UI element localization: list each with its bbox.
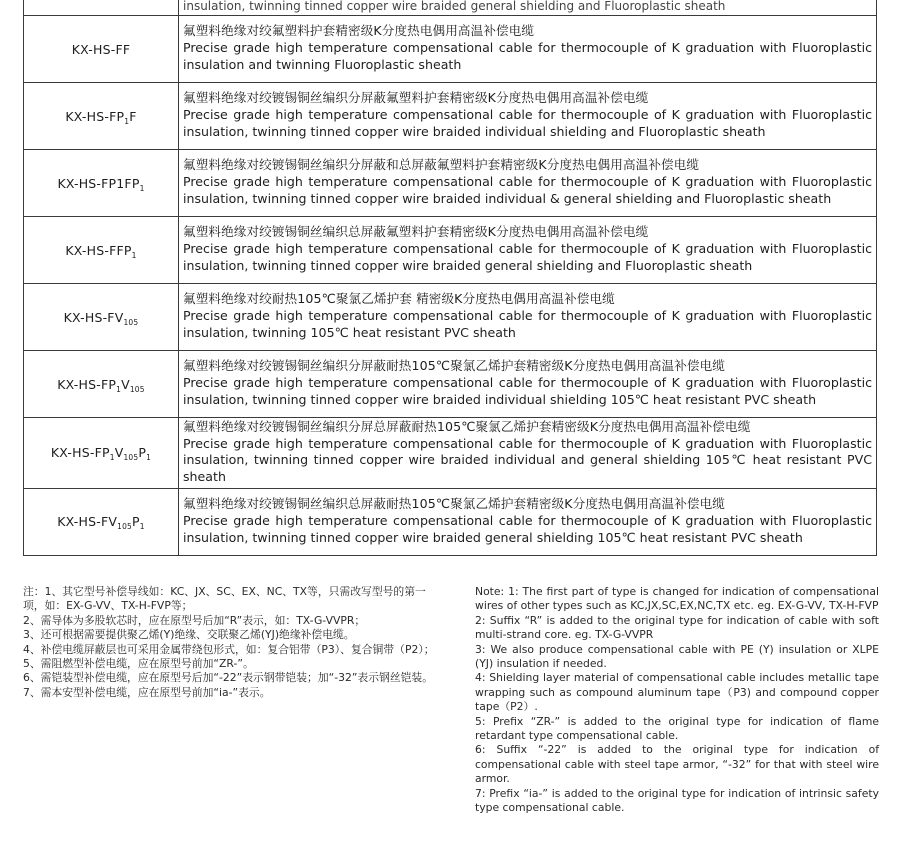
note-en: 3: We also produce compensational cable with PE (Y) insulation or XLPE (YJ) insulation if needed. [475, 642, 879, 671]
model-cell [24, 16, 179, 83]
description-cell [179, 83, 877, 150]
description-english: Precise grade high temperature compensational cable for thermocouple of K graduation with Fluoroplastic insulation, twinning tinned copper wire braided individual and general shielding 105℃ heat resistant PVC sheath [183, 435, 872, 485]
table-row [24, 488, 877, 555]
cable-spec-table [23, 0, 877, 556]
model-cell [24, 150, 179, 217]
model-code: KX-HS-FP [65, 108, 125, 124]
note-cn: 3、还可根据需要提供聚乙烯(Y)绝缘、交联聚乙烯(YJ)绝缘补偿电缆。 [23, 628, 355, 642]
model-subscript: 105 [117, 522, 133, 532]
description-cell [179, 217, 877, 284]
note-en: 5: Prefix “ZR-” is added to the original type for indication of flame retardant type compensational cable. [475, 714, 879, 743]
model-code: KX-HS-FV [63, 309, 124, 325]
description-chinese: 氟塑料绝缘对绞镀锡铜丝编织分屏蔽和总屏蔽氟塑料护套精密级K分度热电偶用高温补偿电缆 [183, 157, 700, 173]
description-chinese: 氟塑料绝缘对绞镀锡铜丝编织总屏蔽氟塑料护套精密级K分度热电偶用高温补偿电缆 [183, 224, 649, 240]
note-cn: 6、需铠装型补偿电缆，应在原型号后加“-22”表示钢带铠装；加“-32”表示钢丝铠装。 [23, 671, 434, 685]
description-cell [179, 284, 877, 351]
description-english: Precise grade high temperature compensational cable for thermocouple of K graduation with Fluoroplastic insulation, twinning tinned copper wire braided general shielding 105℃ heat resistant PVC sheath [183, 512, 872, 545]
table-row [24, 16, 877, 83]
model-cell [24, 0, 179, 16]
table-row [24, 418, 877, 489]
note-cn: 4、补偿电缆屏蔽层也可采用金属带绕包形式，如：复合铝带（P3）、复合铜带（P2）； [23, 642, 435, 656]
description-english: Precise grade high temperature compensational cable for thermocouple of K graduation with Fluoroplastic insulation, twinning tinned copper wire braided individual & general shielding and Fluoroplastic sheath [183, 174, 872, 206]
model-subscript: 1 [139, 522, 145, 532]
table-row [24, 83, 877, 150]
note-cn: 2、需导体为多股软芯时，应在原型号后加“R”表示，如：TX-G-VVPR； [23, 613, 366, 627]
model-subscript: 1 [124, 116, 130, 126]
model-suffix: V [114, 445, 124, 461]
note-en: 7: Prefix “ia-” is added to the original type for indication of intrinsic safety type compensational cable. [475, 786, 879, 815]
note-cn: 7、需本安型补偿电缆，应在原型号前加“ia-”表示。 [23, 685, 271, 699]
description-cell [179, 150, 877, 217]
description-chinese: 氟塑料绝缘对绞镀锡铜丝编织分屏总屏蔽耐热105℃聚氯乙烯护套精密级K分度热电偶用高温补偿电缆 [183, 419, 751, 434]
description-english: Precise grade high temperature compensational cable for thermocouple of K graduation with Fluoroplastic insulation, twinning tinned copper wire braided individual shielding and Fluoroplastic sheath [183, 107, 872, 139]
partial-row-text: insulation, twinning tinned copper wire braided general shielding and Fluoroplastic sheath [183, 0, 726, 13]
notes-chinese [23, 585, 435, 700]
model-suffix: F [129, 108, 137, 124]
description-english: Precise grade high temperature compensational cable for thermocouple of K graduation with Fluoroplastic insulation, twinning 105℃ heat resistant PVC sheath [183, 308, 872, 340]
description-cell [179, 488, 877, 555]
table-row [24, 217, 877, 284]
model-code: KX-HS-FP1FP [57, 175, 140, 191]
notes-english [475, 585, 879, 816]
table-row [24, 150, 877, 217]
model-cell [24, 217, 179, 284]
model-subscript: 1 [109, 453, 115, 463]
model-code: KX-HS-FFP [65, 242, 132, 258]
table-row [24, 284, 877, 351]
description-chinese: 氟塑料绝缘对绞镀锡铜丝编织总屏蔽耐热105℃聚氯乙烯护套精密级K分度热电偶用高温补偿电缆 [183, 496, 725, 512]
model-cell [24, 83, 179, 150]
model-subscript: 105 [123, 453, 139, 463]
note-en: 2: Suffix “R” is added to the original type for indication of cable with soft multi-strand core. eg. TX-G-VVPR [475, 613, 879, 642]
model-code: KX-HS-FP [57, 376, 117, 392]
model-suffix: V [121, 376, 130, 392]
model-suffix: P [132, 514, 140, 530]
description-cell [179, 0, 877, 16]
note-en: 6: Suffix “-22” is added to the original type for indication of compensational cable with steel tape armor, “-32” for that with steel wire armor. [475, 743, 879, 786]
description-chinese: 氟塑料绝缘对绞氟塑料护套精密级K分度热电偶用高温补偿电缆 [183, 23, 535, 39]
description-english: Precise grade high temperature compensational cable for thermocouple of K graduation with Fluoroplastic insulation, twinning tinned copper wire braided general shielding and Fluoroplastic sheath [183, 241, 872, 273]
note-en: Note: 1: The first part of type is changed for indication of compensational wires of other types such as KC,JX,SC,EX,NC,TX etc. eg. EX-G-VV, TX-H-FVP [475, 585, 879, 613]
description-chinese: 氟塑料绝缘对绞镀锡铜丝编织分屏蔽氟塑料护套精密级K分度热电偶用高温补偿电缆 [183, 90, 649, 106]
description-english: Precise grade high temperature compensational cable for thermocouple of K graduation with Fluoroplastic insulation, twinning tinned copper wire braided individual shielding 105℃ heat resistant PVC sheath [183, 375, 872, 407]
description-chinese: 氟塑料绝缘对绞耐热105℃聚氯乙烯护套 精密级K分度热电偶用高温补偿电缆 [183, 291, 615, 307]
description-english: Precise grade high temperature compensational cable for thermocouple of K graduation with Fluoroplastic insulation and twinning Fluoroplastic sheath [183, 40, 872, 72]
model-subscript: 1 [139, 183, 145, 193]
model-code: KX-HS-FP [50, 445, 110, 461]
model-cell [24, 488, 179, 555]
note-cn: 注：1、其它型号补偿导线如：KC、JX、SC、EX、NC、TX等，只需改写型号的第一项，如：EX-G-VV、TX-H-FVP等； [23, 585, 426, 613]
note-en: 4: Shielding layer material of compensational cable includes metallic tape wrapping such as compound aluminum tape（P3) and compound copper tape（P2）. [475, 671, 879, 714]
model-subscript: 1 [146, 453, 152, 463]
table-row [24, 351, 877, 418]
model-code: KX-HS-FV [57, 514, 118, 530]
model-cell [24, 284, 179, 351]
model-subscript: 1 [131, 250, 137, 260]
description-cell [179, 16, 877, 83]
model-cell [24, 418, 179, 489]
model-code: KX-HS-FF [71, 41, 131, 57]
description-chinese: 氟塑料绝缘对绞镀锡铜丝编织分屏蔽耐热105℃聚氯乙烯护套精密级K分度热电偶用高温补偿电缆 [183, 358, 725, 374]
model-subscript: 105 [123, 317, 139, 327]
model-cell [24, 351, 179, 418]
model-suffix: P [138, 445, 147, 461]
description-cell [179, 351, 877, 418]
note-cn: 5、需阻燃型补偿电缆，应在原型号前加“ZR-”。 [23, 657, 254, 671]
description-cell [179, 418, 877, 489]
model-subscript: 105 [129, 384, 145, 394]
model-subscript: 1 [116, 384, 122, 394]
table-row-partial [24, 0, 877, 16]
